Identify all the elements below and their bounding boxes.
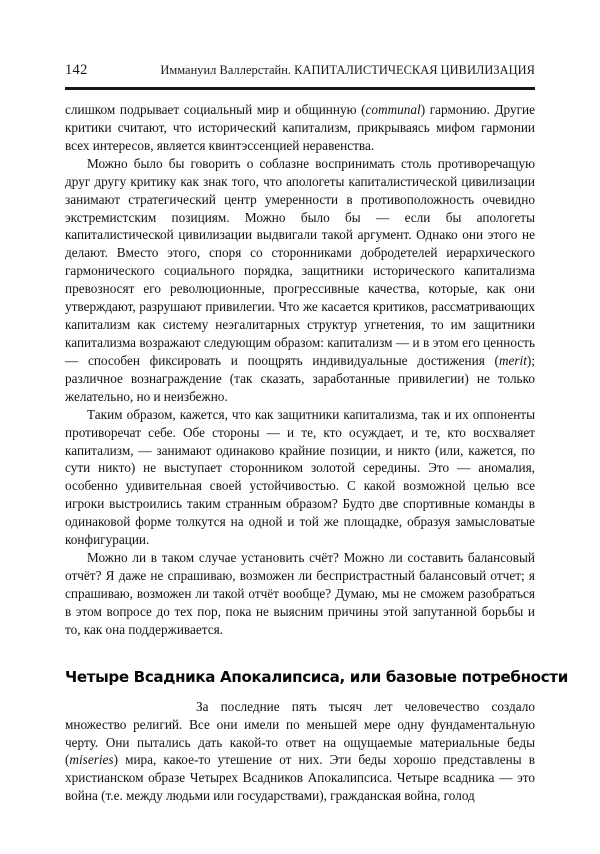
paragraph: Можно было бы говорить о соблазне воспринимать столь противоречащую друг другу критику как знак того, что апологеты капиталистической цивилизации занимают стратегический центр умеренности в противоположность очевидно экстремистским позициям. Можно было бы — если бы апологеты капиталистической цивилизации выдвигали такой аргумент. Однако они этого не делают. Вместо этого, споря со сторонниками добродетелей иерархического гармонического социального порядка, защитники исторического капитализма превозносят его революционные, прогрессивные качества, которые, как они утверждают, разрушают привилегии. Что же касается критиков, рассматривающих капитализм как систему неэгалитарных структур угнетения, то им защитники капитализма возражают следующим образом: капитализм — и в этом его ценность — способен фиксировать и поощрять индивидуальные достижения (merit); различное вознаграждение (так сказать, заработанные привилегии) не только желательно, но и неизбежно. [65, 155, 535, 404]
body-text-column [65, 101, 568, 805]
running-head [65, 62, 535, 86]
heading-spacer-above [65, 639, 535, 667]
paragraph: Можно ли в таком случае установить счёт? Можно ли составить балансовый отчёт? Я даже не спрашиваю, возможен ли беспристрастный балансовый отчет; я спрашиваю, возможен ли такой отчёт вообще? Думаю, мы не сможем разобраться в этом вопросе до тех пор, пока не выясним причины этой запутанной борьбы и то, как она поддерживается. [65, 550, 535, 637]
paragraph: За последние пять тысяч лет человечество создало множество религий. Все они имели по меньшей мере одну фундаментальную черту. Они пытались дать какой-то ответ на ощущаемые материальные беды (miseries) мира, какое-то утешение от них. Эти беды хорошо представлены в христианском образе Четырех Всадников Апокалипсиса. Четыре всадника — это война (т.е. между людьми или государствами), гражданская война, голод [65, 698, 535, 804]
section-heading: Четыре Всадника Апокалипсиса, или базовые потребности [65, 667, 568, 686]
italic-term: merit [498, 352, 527, 368]
header-divider-rule [65, 87, 535, 90]
paragraph: Таким образом, кажется, что как защитники капитализма, так и их оппоненты противоречат себе. Обе стороны — и те, кто осуждает, и те, кто восхваляет капитализм, — занимают одинаково крайние позиции, и никто (или, кажется, по сути никто) не выступает сторонником золотой середины. Это — аномалия, особенно удивительная своей устойчивостью. С какой возможной целью все игроки выстроились таким странным образом? Будто две спортивные команды в одинаковой форме толкутся на одной и той же площадке, образуя замысловатые конфигурации. [65, 406, 535, 548]
heading-spacer-below [65, 687, 535, 698]
running-head-title: Иммануил Валлерстайн. КАПИТАЛИСТИЧЕСКАЯ ЦИВИЛИЗАЦИЯ [160, 63, 535, 77]
italic-term: miseries [69, 752, 114, 768]
italic-term: communal [365, 102, 421, 117]
paragraph-continuation: слишком подрывает социальный мир и общинную (communal) гармонию. Другие критики считают, что исторический капитализм, прикрываясь мифом гармонии всех интересов, является квинтэссенцией неравенства. [65, 102, 536, 153]
page-number: 142 [65, 62, 88, 78]
